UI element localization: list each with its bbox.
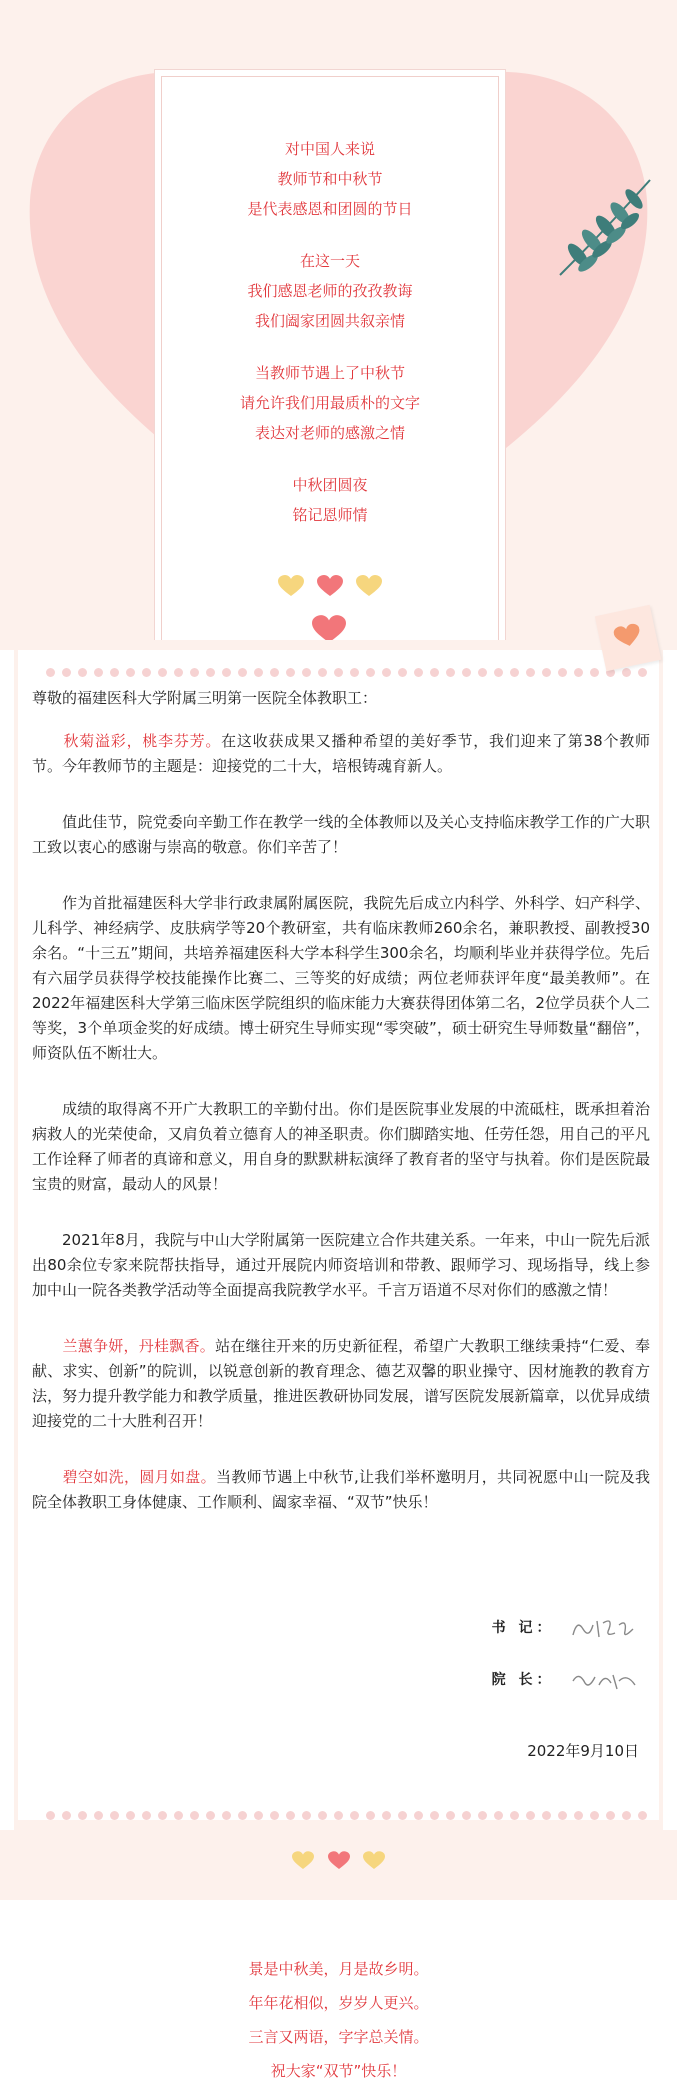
- divider-dot: [510, 668, 519, 677]
- poem-line: 在这一天: [299, 252, 360, 270]
- divider-dot: [366, 1811, 375, 1820]
- divider-dot: [62, 1811, 71, 1820]
- divider-dot: [302, 668, 311, 677]
- divider-dot: [366, 668, 375, 677]
- divider-dot: [78, 1811, 87, 1820]
- letter-paper: [18, 650, 659, 1820]
- bottom-hearts-row: [0, 1850, 677, 1870]
- divider-dot: [446, 668, 455, 677]
- paragraph-highlight: 兰蕙争妍，丹桂飘香。: [62, 1337, 216, 1355]
- paragraph-text: 成绩的取得离不开广大教职工的辛勤付出。你们是医院事业发展的中流砥柱，既承担着治病救人的光荣使命，又肩负着立德育人的神圣职责。你们脚踏实地、任劳任怨，用自己的平凡工作诠释了师者的真谛和意义，用自身的默默耕耘演绎了教育者的坚守与执着。你们是医院最宝贵的财富，最动人的风景！: [32, 1100, 650, 1193]
- yellow-heart-icon: [356, 575, 382, 597]
- letter-date: 2022年9月10日: [527, 1742, 639, 1760]
- divider-dot: [462, 668, 471, 677]
- divider-dot: [542, 1811, 551, 1820]
- paragraph-text: 当教师节遇上中秋节,让我们举杯邀明月，共同祝愿中山一院及我院全体教职工身体健康、工作顺利、阖家幸福、“双节”快乐！: [32, 1468, 650, 1511]
- divider-dot: [254, 668, 263, 677]
- divider-dot: [206, 1811, 215, 1820]
- divider-dot: [638, 668, 647, 677]
- divider-dot: [238, 668, 247, 677]
- poem-line: 铭记恩师情: [292, 506, 368, 524]
- signature-president: [379, 1667, 639, 1693]
- divider-dot: [526, 1811, 535, 1820]
- divider-dot: [526, 668, 535, 677]
- handwritten-signature-icon: [569, 1615, 639, 1641]
- divider-dot: [174, 1811, 183, 1820]
- divider-dot: [414, 668, 423, 677]
- handwritten-signature-icon: [569, 1667, 639, 1693]
- closing-line: 三言又两语，字字总关情。: [248, 2028, 429, 2046]
- paragraph-text: 值此佳节，院党委向辛勤工作在教学一线的全体教师以及关心支持临床教学工作的广大职工致以衷心的感谢与崇高的敬意。你们辛苦了！: [32, 813, 650, 856]
- divider-dot: [126, 1811, 135, 1820]
- divider-dot: [110, 1811, 119, 1820]
- divider-dot: [542, 668, 551, 677]
- divider-dot: [286, 668, 295, 677]
- divider-dot: [318, 1811, 327, 1820]
- divider-dot: [190, 1811, 199, 1820]
- letter-salutation: 尊敬的福建医科大学附属三明第一医院全体教职工：: [32, 689, 378, 707]
- divider-dot: [78, 668, 87, 677]
- letter-paragraph: [32, 729, 650, 779]
- yellow-heart-icon: [278, 575, 304, 597]
- letter-paragraph: [32, 1228, 650, 1303]
- divider-dot: [302, 1811, 311, 1820]
- divider-dot: [622, 668, 631, 677]
- divider-dot: [94, 1811, 103, 1820]
- paragraph-highlight: 秋菊溢彩，桃李芬芳。: [63, 732, 222, 750]
- paragraph-highlight: 碧空如洗，圆月如盘。: [62, 1468, 216, 1486]
- divider-dot: [622, 1811, 631, 1820]
- divider-dot: [382, 1811, 391, 1820]
- divider-dot: [558, 668, 567, 677]
- letter-paragraph: [32, 1465, 650, 1515]
- poem-line: 我们阖家团圆共叙亲情: [254, 312, 405, 330]
- divider-dot: [350, 668, 359, 677]
- divider-dot: [430, 1811, 439, 1820]
- divider-dot: [222, 1811, 231, 1820]
- divider-dot: [334, 1811, 343, 1820]
- divider-dot: [142, 1811, 151, 1820]
- divider-dot: [46, 668, 55, 677]
- yellow-heart-icon: [363, 1851, 385, 1870]
- signature-role: 书 记：: [491, 1620, 555, 1636]
- poem: [155, 134, 505, 530]
- poem-line: 请允许我们用最质朴的文字: [239, 394, 420, 412]
- divider-dot: [158, 668, 167, 677]
- letter-background: [14, 640, 663, 1830]
- divider-dot: [286, 1811, 295, 1820]
- divider-dot: [446, 1811, 455, 1820]
- red-heart-icon: [317, 575, 343, 597]
- letter-paragraph: [32, 1334, 650, 1434]
- divider-dot: [494, 668, 503, 677]
- divider-dot: [574, 1811, 583, 1820]
- divider-dot: [558, 1811, 567, 1820]
- divider-dot: [270, 668, 279, 677]
- poem-line: 表达对老师的感激之情: [254, 424, 405, 442]
- yellow-heart-icon: [292, 1851, 314, 1870]
- paragraph-text: 作为首批福建医科大学非行政隶属附属医院，我院先后成立内科学、外科学、妇产科学、儿科学、神经病学、皮肤病学等20个教研室，共有临床教师260余名，兼职教授、副教授30余名。“十三五”期间，共培养福建医科大学本科学生300余名，均顺利毕业并获得学位。先后有六届学员获得学校技能操作比赛二、三等奖的好成绩；两位老师获评年度“最美教师”。在2022年福建医科大学第三临床医学院组织的临床能力大赛获得团体第二名，2位学员获个人二等奖，3个单项金奖的好成绩。博士研究生导师实现“零突破”，硕士研究生导师数量“翻倍”，师资队伍不断壮大。: [32, 894, 650, 1062]
- letter-content: [32, 686, 650, 1546]
- divider-dot: [350, 1811, 359, 1820]
- divider-dot: [478, 1811, 487, 1820]
- poem-line: 我们感恩老师的孜孜教诲: [247, 282, 413, 300]
- divider-dot: [142, 668, 151, 677]
- poem-line: 对中国人来说: [284, 140, 375, 158]
- divider-dot: [398, 1811, 407, 1820]
- letter-paragraph: [32, 891, 650, 1066]
- closing-line: 祝大家“双节”快乐！: [270, 2062, 407, 2080]
- poem-line: 中秋团圆夜: [292, 476, 368, 494]
- divider-dot: [334, 668, 343, 677]
- poem-line: 教师节和中秋节: [277, 170, 383, 188]
- divider-dot: [574, 668, 583, 677]
- divider-dot: [318, 668, 327, 677]
- leaf-branch-icon: [550, 175, 660, 285]
- divider-dot: [174, 668, 183, 677]
- divider-dot: [206, 668, 215, 677]
- red-heart-icon: [328, 1851, 350, 1870]
- signature-role: 院 长：: [491, 1672, 555, 1688]
- divider-dot: [158, 1811, 167, 1820]
- closing-verse: [0, 1952, 677, 2088]
- heart-note-card: [595, 605, 661, 671]
- divider-dot: [126, 668, 135, 677]
- divider-dot: [638, 1811, 647, 1820]
- paragraph-text: 在这收获成果又播种希望的美好季节，我们迎来了第38个教师节。今年教师节的主题是：迎接党的二十大，培根铸魂育新人。: [32, 732, 650, 775]
- divider-dot: [606, 1811, 615, 1820]
- divider-dot: [398, 668, 407, 677]
- closing-line: 年年花相似，岁岁人更兴。: [248, 1994, 429, 2012]
- divider-dot: [414, 1811, 423, 1820]
- divider-dot: [382, 668, 391, 677]
- divider-dot: [94, 668, 103, 677]
- divider-dot: [222, 668, 231, 677]
- divider-dot: [590, 1811, 599, 1820]
- divider-dot: [254, 1811, 263, 1820]
- divider-dot: [478, 668, 487, 677]
- poem-line: 当教师节遇上了中秋节: [254, 364, 405, 382]
- poem-card: [155, 70, 505, 650]
- letter-paragraph: [32, 810, 650, 860]
- closing-line: 景是中秋美，月是故乡明。: [248, 1960, 429, 1978]
- divider-dot: [462, 1811, 471, 1820]
- divider-dot: [110, 668, 119, 677]
- letter-paragraph: [32, 1097, 650, 1197]
- hearts-row: [155, 575, 505, 597]
- dotted-divider-top: [46, 662, 666, 672]
- divider-dot: [190, 668, 199, 677]
- orange-heart-icon: [612, 622, 642, 651]
- signature-party-secretary: [379, 1615, 639, 1641]
- divider-dot: [62, 668, 71, 677]
- divider-dot: [494, 1811, 503, 1820]
- paragraph-text: 站在继往开来的历史新征程，希望广大教职工继续秉持“仁爱、奉献、求实、创新”的院训，以锐意创新的教育理念、德艺双馨的职业操守、因材施教的教育方法，努力提升教学能力和教学质量，推进医教研协同发展，谱写医院发展新篇章，以优异成绩迎接党的二十大胜利召开！: [32, 1337, 650, 1430]
- divider-dot: [590, 668, 599, 677]
- divider-dot: [238, 1811, 247, 1820]
- divider-dot: [430, 668, 439, 677]
- divider-dot: [510, 1811, 519, 1820]
- dotted-divider-bottom: [46, 1805, 666, 1815]
- poem-line: 是代表感恩和团圆的节日: [247, 200, 413, 218]
- divider-dot: [46, 1811, 55, 1820]
- paragraph-text: 2021年8月，我院与中山大学附属第一医院建立合作共建关系。一年来，中山一院先后派出80余位专家来院帮扶指导，通过开展院内师资培训和带教、跟师学习、现场指导，线上参加中山一院各类教学活动等全面提高我院教学水平。千言万语道不尽对你们的感激之情！: [32, 1231, 650, 1299]
- divider-dot: [270, 1811, 279, 1820]
